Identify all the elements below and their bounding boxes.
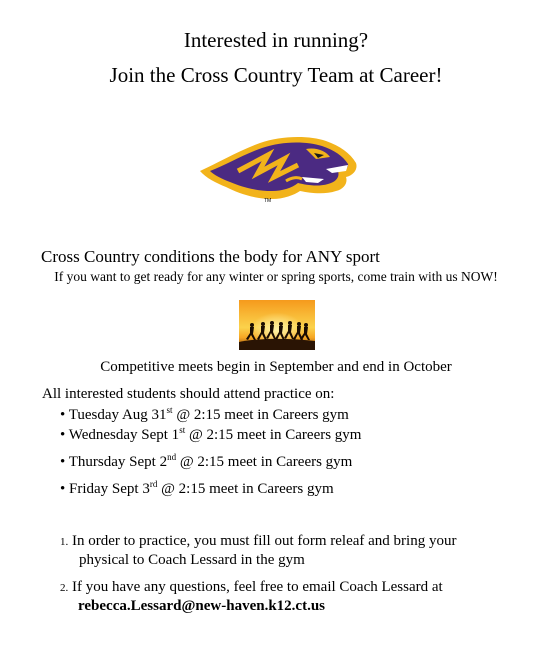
bullet-icon: •: [60, 427, 66, 443]
trademark-mark: TM: [264, 198, 272, 204]
title-line-1: Interested in running?: [183, 28, 369, 52]
date-suffix: st: [179, 425, 186, 435]
note-number: 2.: [60, 582, 69, 594]
schedule-item-date: Thursday Sept 2: [68, 454, 168, 470]
schedule-item: [60, 452, 352, 471]
subline: If you want to get ready for any winter or spring sports, come train with us NOW!: [54, 269, 498, 284]
note-number: 1.: [60, 536, 69, 548]
date-suffix: nd: [167, 452, 177, 462]
note-2: [60, 579, 443, 596]
schedule-item: [60, 425, 361, 444]
schedule-item: [60, 479, 334, 498]
panther-head-logo: [198, 133, 360, 203]
date-suffix: rd: [149, 479, 158, 489]
schedule-item-detail: @ 2:15 meet in Careers gym: [172, 407, 349, 423]
bullet-icon: •: [60, 407, 66, 423]
headline: Cross Country conditions the body for ANY sport: [41, 247, 380, 266]
note-text: If you have any questions, feel free to email Coach Lessard at: [72, 579, 443, 595]
schedule-item-detail: @ 2:15 meet in Careers gym: [176, 454, 353, 470]
date-suffix: st: [166, 405, 173, 415]
schedule-item: [60, 405, 349, 424]
title-line-2: Join the Cross Country Team at Career!: [109, 63, 443, 87]
schedule-item-date: Wednesday Sept 1: [68, 427, 180, 443]
note-text: In order to practice, you must fill out form releaf and bring your: [72, 533, 457, 549]
coach-email: rebecca.Lessard@new-haven.k12.ct.us: [78, 598, 325, 614]
schedule-item-detail: @ 2:15 meet in Careers gym: [157, 481, 334, 497]
bullet-icon: •: [60, 454, 66, 470]
practice-intro: All interested students should attend practice on:: [42, 386, 335, 402]
bullet-icon: •: [60, 481, 66, 497]
note-1: [60, 533, 456, 550]
schedule-item-detail: @ 2:15 meet in Careers gym: [185, 427, 362, 443]
note-1-continued: physical to Coach Lessard in the gym: [79, 552, 305, 568]
meets-info: Competitive meets begin in September and end in October: [100, 359, 452, 375]
schedule-item-date: Tuesday Aug 31: [68, 407, 167, 423]
runners-silhouette-sunset: [239, 300, 315, 350]
schedule-item-date: Friday Sept 3: [69, 481, 150, 497]
